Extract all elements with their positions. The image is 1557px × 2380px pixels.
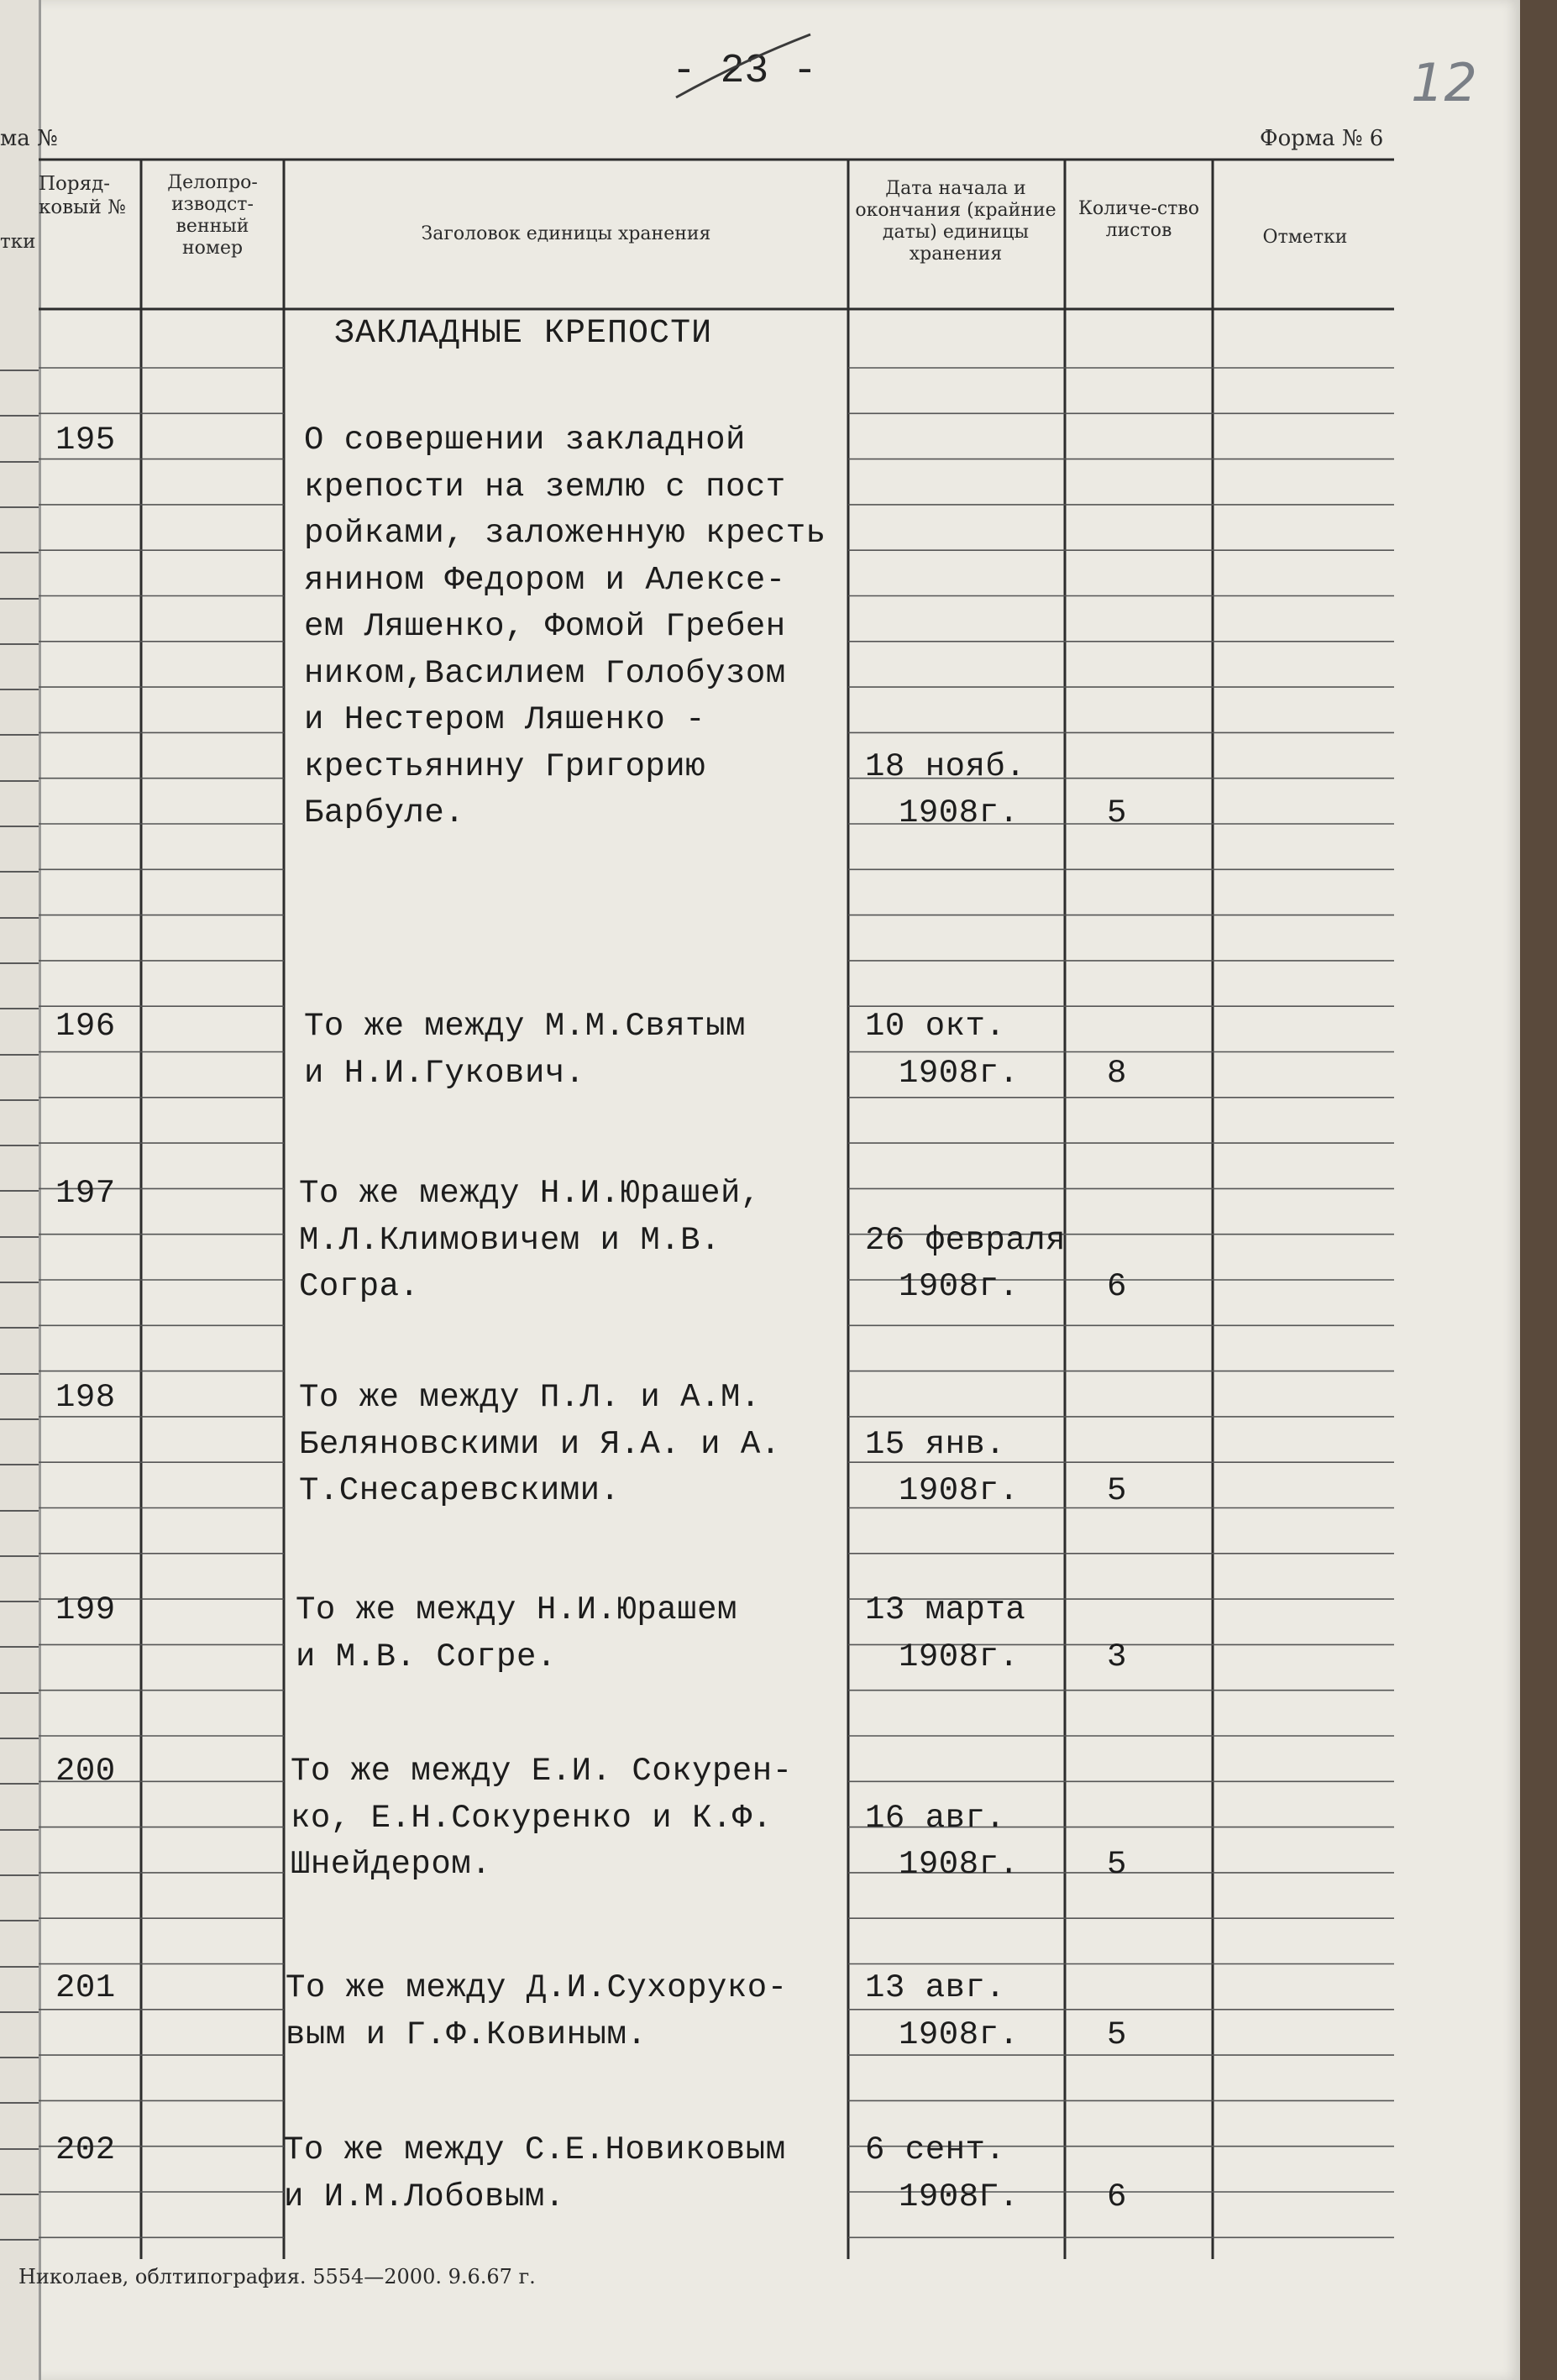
record-title-line: Беляновскими и Я.А. и А.: [299, 1425, 781, 1463]
record-date-year: 1908г.: [899, 1472, 1020, 1509]
record-number: 202: [55, 2131, 116, 2168]
record-title-line: ником,Василием Голобузом: [304, 654, 786, 692]
record-title-line: Барбуле.: [304, 794, 465, 831]
record-title-line: М.Л.Климовичем и М.В.: [299, 1221, 721, 1259]
record-title-line: и И.М.Лобовым.: [284, 2178, 565, 2215]
record-title-line: То же между Д.И.Сухоруко-: [286, 1969, 788, 2006]
record-date-year: 1908г.: [899, 1268, 1020, 1305]
column-header-order: Поряд-ковый №: [39, 173, 126, 218]
record-title-line: Согра.: [299, 1268, 420, 1305]
record-title-line: Т.Снесаревскими.: [299, 1472, 621, 1509]
record-title-line: крепости на землю с пост: [304, 468, 786, 506]
record-title-line: ем Ляшенко, Фомой Гребен: [304, 608, 786, 645]
record-date-start: 10 окт.: [865, 1008, 1006, 1045]
record-title-line: То же между Н.И.Юрашем: [296, 1591, 737, 1628]
record-title-line: То же между М.М.Святым: [304, 1008, 746, 1045]
record-number: 201: [55, 1969, 116, 2006]
record-title-line: То же между С.Е.Новиковым: [284, 2131, 786, 2168]
record-number: 199: [55, 1591, 116, 1628]
record-title-line: То же между П.Л. и А.М.: [299, 1379, 761, 1416]
record-number: 196: [55, 1008, 116, 1045]
column-header-notes: Отметки: [1262, 227, 1348, 248]
record-date-year: 1908г.: [899, 794, 1020, 831]
record-title-line: То же между Е.И. Сокурен-: [291, 1753, 793, 1790]
record-date-start: 6 сент.: [865, 2131, 1006, 2168]
form-label: Форма № 6: [1260, 126, 1384, 151]
record-title-line: О совершении закладной: [304, 422, 746, 459]
column-header-dates: Дата начала и окончания (крайние даты) единицы хранения: [855, 178, 1056, 265]
record-number: 200: [55, 1753, 116, 1790]
record-number: 197: [55, 1175, 116, 1212]
record-date-year: 1908г.: [899, 1054, 1020, 1092]
section-title: ЗАКЛАДНЫЕ КРЕПОСТИ: [334, 315, 713, 353]
column-header-title: Заголовок единицы хранения: [421, 223, 711, 244]
record-number: 198: [55, 1379, 116, 1416]
record-title-line: Шнейдером.: [291, 1846, 492, 1883]
record-date-start: 18 нояб.: [865, 747, 1026, 785]
record-title-line: янином Федором и Алексе-: [304, 561, 786, 599]
column-header-sheets: Количе-ство листов: [1077, 198, 1200, 241]
printer-imprint: Николаев, облтипография. 5554—2000. 9.6.67 г.: [18, 2265, 536, 2288]
record-sheet-count: 5: [1107, 794, 1127, 831]
record-sheet-count: 8: [1107, 1054, 1127, 1092]
record-sheet-count: 5: [1107, 1846, 1127, 1883]
record-sheet-count: 6: [1107, 2178, 1127, 2215]
record-sheet-count: 5: [1107, 2016, 1127, 2053]
record-sheet-count: 5: [1107, 1472, 1127, 1509]
record-date-year: 1908г.: [899, 1638, 1020, 1675]
column-header-notes-fragment: тки: [0, 231, 36, 253]
record-sheet-count: 3: [1107, 1638, 1127, 1675]
form-label-fragment: ма №: [0, 126, 58, 151]
column-header-office-number: Делопро-изводст-венный номер: [167, 172, 258, 259]
record-date-start: 15 янв.: [865, 1425, 1006, 1463]
record-number: 195: [55, 422, 116, 459]
record-date-start: 26 февраля: [865, 1221, 1067, 1259]
record-title-line: и М.В. Согре.: [296, 1638, 557, 1675]
record-title-line: вым и Г.Ф.Ковиным.: [286, 2016, 647, 2053]
record-title-line: То же между Н.И.Юрашей,: [299, 1175, 761, 1212]
record-title-line: ройками, заложенную кресть: [304, 515, 826, 552]
record-title-line: и Нестером Ляшенко -: [304, 701, 706, 738]
record-date-year: 1908г.: [899, 2016, 1020, 2053]
record-title-line: и Н.И.Гукович.: [304, 1054, 585, 1092]
record-date-year: 1908Г.: [899, 2178, 1020, 2215]
record-date-start: 13 марта: [865, 1591, 1026, 1628]
record-date-year: 1908г.: [899, 1846, 1020, 1883]
record-sheet-count: 6: [1107, 1268, 1127, 1305]
page-number: - 23 -: [672, 49, 817, 94]
record-title-line: ко, Е.Н.Сокуренко и К.Ф.: [291, 1799, 773, 1837]
record-date-start: 16 авг.: [865, 1799, 1006, 1837]
archive-sheet-number: 12: [1411, 52, 1477, 113]
record-date-start: 13 авг.: [865, 1969, 1006, 2006]
record-title-line: крестьянину Григорию: [304, 747, 706, 785]
